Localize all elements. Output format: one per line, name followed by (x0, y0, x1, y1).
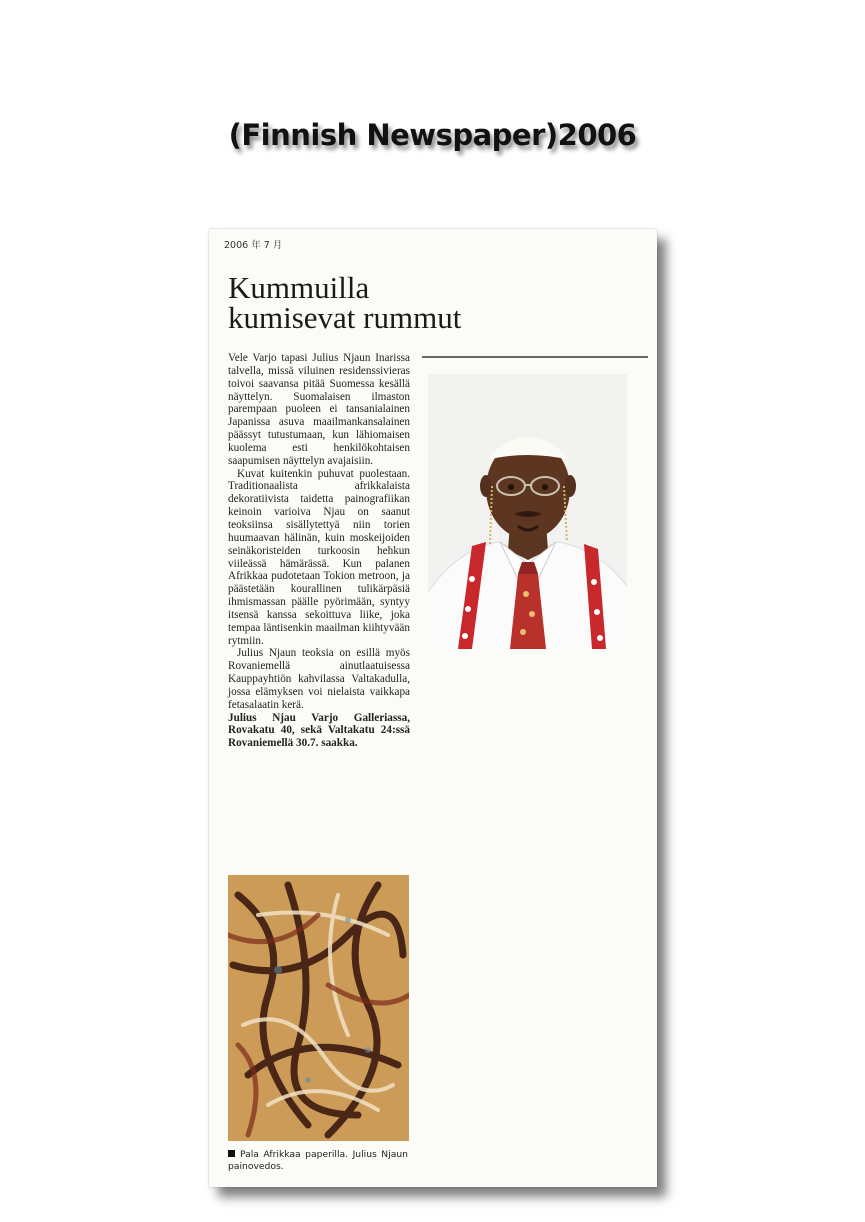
artist-portrait-photo (428, 374, 627, 649)
dateline: 2006 年 7 月 (224, 240, 283, 251)
paragraph-3: Julius Njaun teoksia on esillä myös Rovaniemellä ainutlaatuisessa Kauppayhtiön kahvilassa Valtakadulla, jossa elämyksen voi nielaista vaikkapa fetasalaatin kerä. (228, 647, 410, 711)
abstract-artwork-illustration (228, 875, 409, 1141)
headline-line-2: kumisevat rummut (228, 300, 462, 335)
article-headline (228, 270, 648, 335)
column-rule (422, 356, 648, 358)
paragraph-2: Kuvat kuitenkin puhuvat puolestaan. Traditionaalista afrikkalaista dekoratiivista taidetta painografiikan keinoin varioiva Njau on saanut teoksiinsa sisällytettyä niin torien huumaavan hälinän, kuin moskeijoiden seinäkoristeiden turkoosin hehkun viileässä hämärässä. Kun palanen Afrikkaa pudotetaan Tokion metroon, ja päästetään kourallinen tulikärpäsiä ihmismassan päälle pyörimään, syntyy itsensä kanssa sekoittuva liike, joka tempaa läntisenkin maailman kiihtyvään rytmiin. (228, 467, 410, 647)
portrait-illustration (428, 374, 627, 649)
caption-text: Pala Afrikkaa paperilla. Julius Njaun painovedos. (228, 1149, 408, 1172)
article-body (228, 352, 410, 750)
page-title: (Finnish Newspaper)2006 (228, 118, 637, 152)
newspaper-clipping (209, 229, 657, 1187)
image-caption (228, 1149, 408, 1173)
headline-line-1: Kummuilla (228, 270, 370, 305)
paragraph-1: Vele Varjo tapasi Julius Njaun Inarissa talvella, missä viluinen residenssivieras toivoi saavansa pitää Suomessa kesällä näyttelyn. Suomalaisen ilmaston parempaan puoleen ei tansanialainen Japanissa asuva maailmankansalainen päässyt tutustumaan, kun lähiomaisen kuolema esti henkilökohtaisen saapumisen näyttelyn avajaisiin. (228, 352, 410, 467)
caption-bullet-icon (228, 1150, 235, 1157)
artwork-print-image (228, 875, 409, 1141)
exhibition-info: Julius Njau Varjo Galleriassa, Rovakatu 40, sekä Valtakatu 24:ssä Rovaniemellä 30.7. saakka. (228, 711, 410, 750)
